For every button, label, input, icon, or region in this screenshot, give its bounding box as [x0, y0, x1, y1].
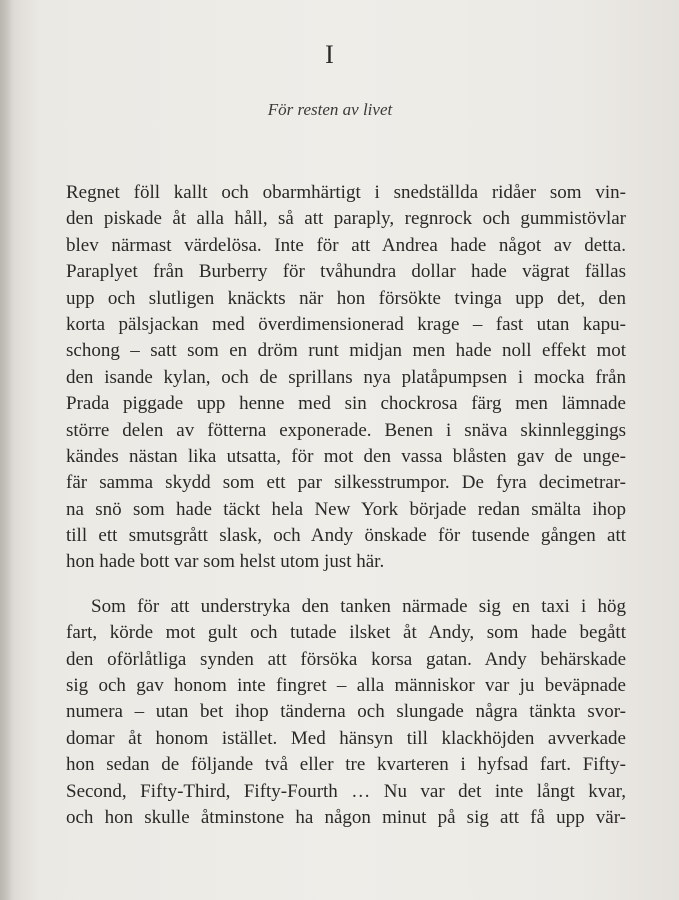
- text-line: den oförlåtliga synden att försöka korsa gatan. Andy behärskade: [66, 648, 626, 670]
- paragraph-1: [66, 180, 626, 576]
- text-line: Regnet föll kallt och obarmhärtigt i snedställda ridåer som vin-: [66, 182, 626, 203]
- text-line: domar åt honom istället. Med hänsyn till klackhöjden avverkade: [66, 727, 626, 749]
- text-line: upp och slutligen knäckts när hon försökte tvinga upp det, den: [66, 287, 626, 309]
- text-line: blev närmast värdelösa. Inte för att Andrea hade något av detta.: [66, 234, 626, 256]
- chapter-title: För resten av livet: [267, 100, 393, 119]
- text-line: Som för att understryka den tanken närmade sig en taxi i hög: [91, 595, 626, 617]
- text-line: större delen av fötterna exponerade. Benen i snäva skinnleggings: [66, 419, 626, 441]
- text-line: till ett smutsgrått slask, och Andy önskade för tusende gången att: [66, 525, 626, 547]
- text-line: na snö som hade täckt hela New York började redan smälta ihop: [66, 498, 626, 520]
- chapter-body: [66, 180, 626, 831]
- text-line: kändes nästan lika utsatta, för mot den vassa blåsten gav de unge-: [66, 445, 626, 467]
- text-line: hon sedan de följande två eller tre kvarteren i hyfsad fart. Fifty-: [66, 754, 626, 776]
- paragraph-gap: [66, 576, 626, 594]
- book-gutter-shadow: [0, 0, 14, 900]
- text-line: Paraplyet från Burberry för tvåhundra dollar hade vägrat fällas: [66, 261, 626, 283]
- text-line: numera – utan bet ihop tänderna och slungade några tänkta svor-: [66, 701, 626, 723]
- text-line: den isande kylan, och de sprillans nya platåpumpsen i mocka från: [66, 366, 626, 388]
- paragraph-2: [66, 594, 626, 832]
- text-line: Second, Fifty-Third, Fifty-Fourth … Nu var det inte långt kvar,: [66, 780, 626, 802]
- text-line: schong – satt som en dröm runt midjan men hade noll effekt mot: [66, 340, 626, 362]
- chapter-number: I: [325, 40, 335, 69]
- text-line: fart, körde mot gult och tutade ilsket åt Andy, som hade begått: [66, 622, 626, 644]
- text-line: Prada piggade upp henne med sin chockrosa färg men lämnade: [66, 393, 626, 415]
- text-line: sig och gav honom inte fingret – alla människor var ju beväpnade: [66, 675, 626, 697]
- text-line: korta pälsjackan med överdimensionerad krage – fast utan kapu-: [66, 313, 626, 335]
- text-line: den piskade åt alla håll, så att paraply, regnrock och gummistövlar: [66, 208, 626, 230]
- text-line: och hon skulle åtminstone ha någon minut på sig att få upp vär-: [66, 806, 626, 828]
- text-line: hon hade bott var som helst utom just här.: [66, 551, 385, 573]
- text-line: fär samma skydd som ett par silkesstrumpor. De fyra decimetrar-: [66, 472, 626, 494]
